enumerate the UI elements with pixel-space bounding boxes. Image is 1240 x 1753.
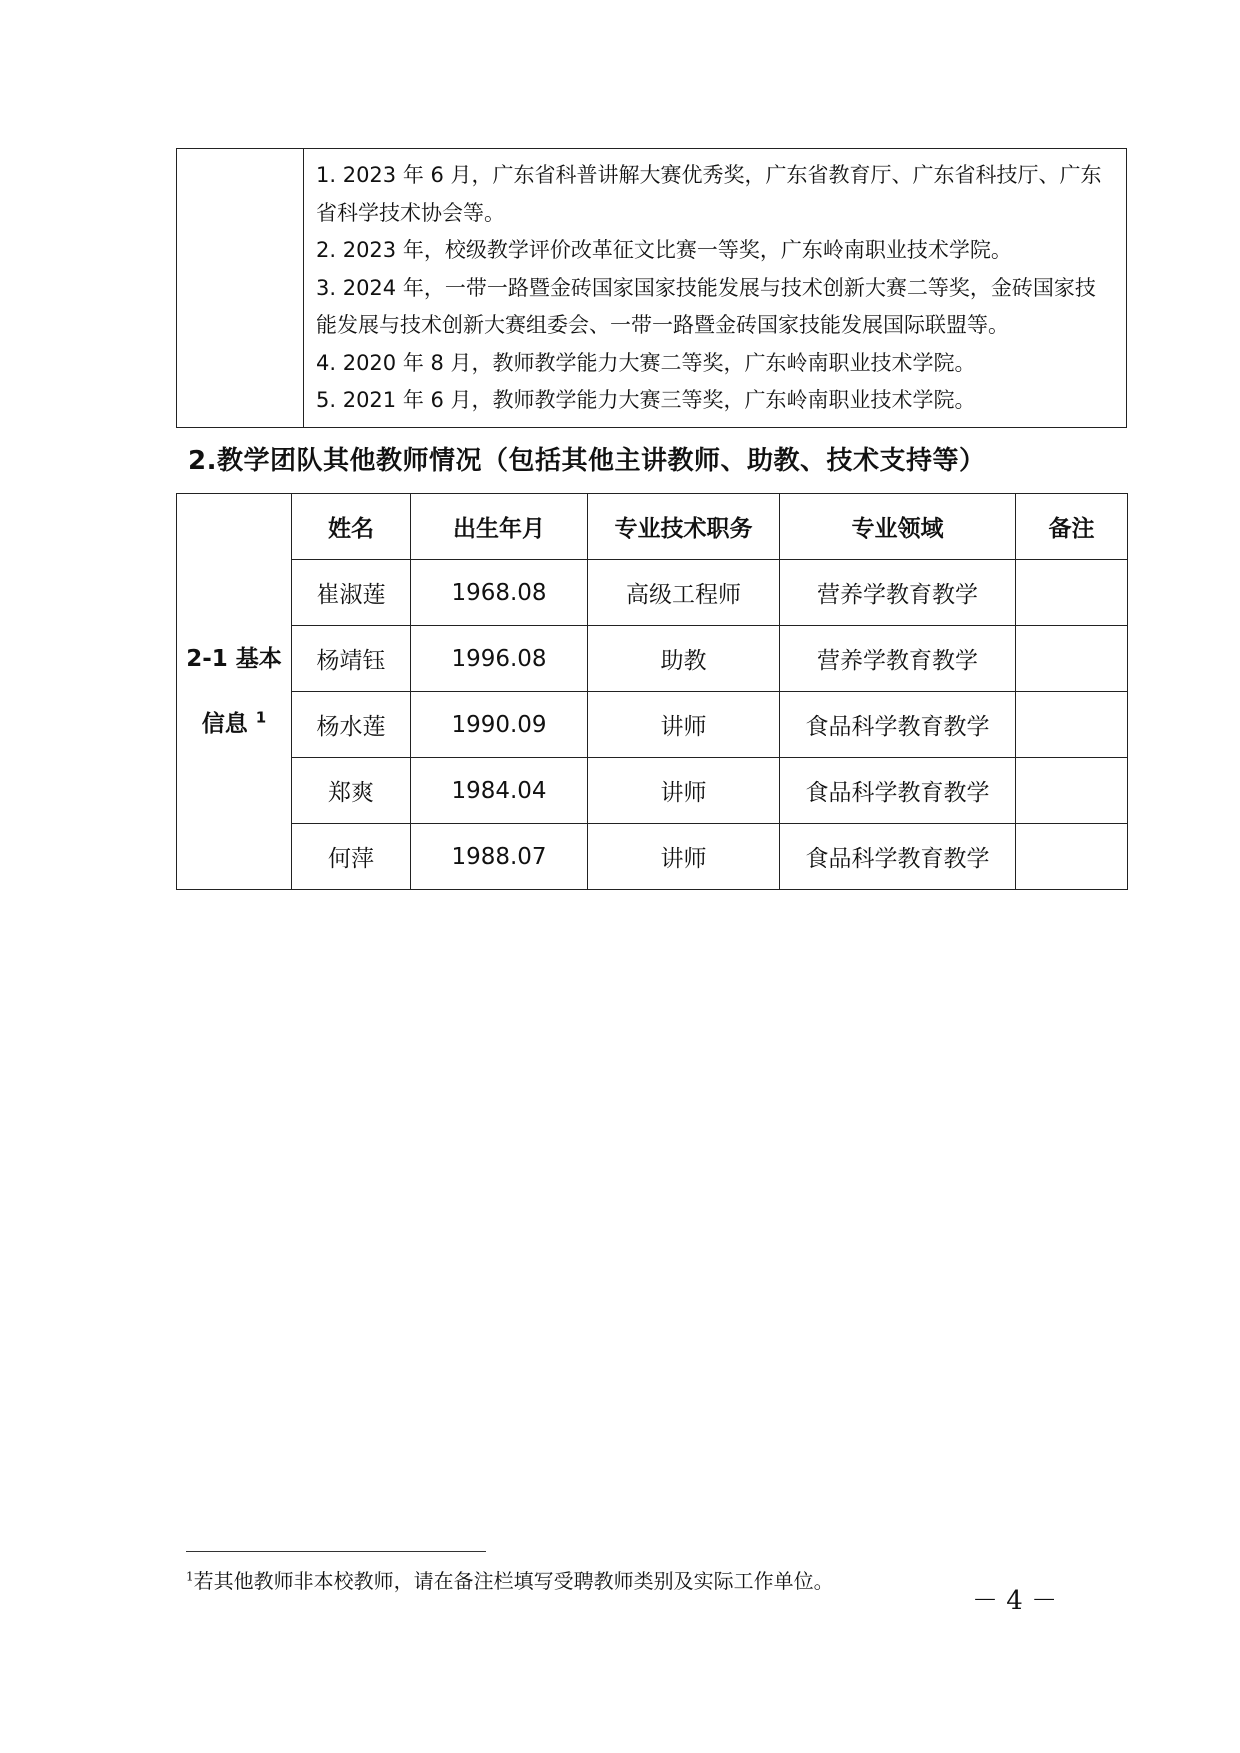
cell-name: 崔淑莲 — [292, 560, 411, 626]
cell-name: 杨靖钰 — [292, 626, 411, 692]
table-row — [177, 758, 1128, 824]
cell-birth: 1990.09 — [411, 692, 588, 758]
cell-remark — [1016, 560, 1128, 626]
header-name: 姓名 — [292, 494, 411, 560]
footnote-divider — [186, 1551, 486, 1552]
awards-table — [176, 148, 1127, 428]
section-heading: 2.教学团队其他教师情况（包括其他主讲教师、助教、技术支持等） — [188, 446, 986, 476]
awards-content-cell — [304, 149, 1127, 428]
cell-remark — [1016, 824, 1128, 890]
cell-title: 助教 — [588, 626, 780, 692]
award-item: 5. 2021 年 6 月，教师教学能力大赛三等奖，广东岭南职业技术学院。 — [316, 388, 976, 412]
awards-label-cell — [177, 149, 304, 428]
cell-birth: 1988.07 — [411, 824, 588, 890]
header-birth: 出生年月 — [411, 494, 588, 560]
header-title: 专业技术职务 — [588, 494, 780, 560]
footnote-marker: 1 — [186, 1569, 194, 1584]
award-item: 3. 2024 年，一带一路暨金砖国家国家技能发展与技术创新大赛二等奖，金砖国家技能发展与技术创新大赛组委会、一带一路暨金砖国家技能发展国际联盟等。 — [316, 275, 1096, 337]
awards-row — [177, 149, 1127, 428]
footnote-ref: 1 — [255, 707, 267, 726]
group-label-text: 信息 — [201, 710, 248, 737]
cell-field: 营养学教育教学 — [780, 560, 1016, 626]
cell-field: 食品科学教育教学 — [780, 758, 1016, 824]
cell-remark — [1016, 626, 1128, 692]
cell-birth: 1984.04 — [411, 758, 588, 824]
cell-birth: 1996.08 — [411, 626, 588, 692]
cell-title: 讲师 — [588, 824, 780, 890]
group-label-line2 — [177, 692, 291, 757]
table-row — [177, 692, 1128, 758]
award-item: 1. 2023 年 6 月，广东省科普讲解大赛优秀奖，广东省教育厅、广东省科技厅、广东省科学技术协会等。 — [316, 163, 1102, 225]
award-item: 4. 2020 年 8 月，教师教学能力大赛二等奖，广东岭南职业技术学院。 — [316, 350, 976, 375]
cell-remark — [1016, 692, 1128, 758]
table-row — [177, 560, 1128, 626]
team-header-row — [177, 494, 1128, 560]
cell-field: 食品科学教育教学 — [780, 692, 1016, 758]
footnote — [186, 1565, 834, 1594]
table-row — [177, 824, 1128, 890]
header-field: 专业领域 — [780, 494, 1016, 560]
award-item: 2. 2023 年，校级教学评价改革征文比赛一等奖，广东岭南职业技术学院。 — [316, 238, 1012, 262]
page-number: － 4 － — [972, 1586, 1058, 1616]
cell-field: 食品科学教育教学 — [780, 824, 1016, 890]
group-label-line1: 2-1 基本 — [186, 645, 282, 672]
footnote-text: 若其他教师非本校教师，请在备注栏填写受聘教师类别及实际工作单位。 — [193, 1569, 834, 1593]
cell-birth: 1968.08 — [411, 560, 588, 626]
team-table — [176, 493, 1128, 890]
cell-name: 杨水莲 — [292, 692, 411, 758]
header-remark: 备注 — [1016, 494, 1128, 560]
cell-remark — [1016, 758, 1128, 824]
cell-title: 讲师 — [588, 758, 780, 824]
cell-title: 讲师 — [588, 692, 780, 758]
cell-name: 何萍 — [292, 824, 411, 890]
cell-name: 郑爽 — [292, 758, 411, 824]
awards-list — [304, 149, 1126, 420]
cell-field: 营养学教育教学 — [780, 626, 1016, 692]
group-label-cell — [177, 494, 292, 890]
cell-title: 高级工程师 — [588, 560, 780, 626]
table-row — [177, 626, 1128, 692]
